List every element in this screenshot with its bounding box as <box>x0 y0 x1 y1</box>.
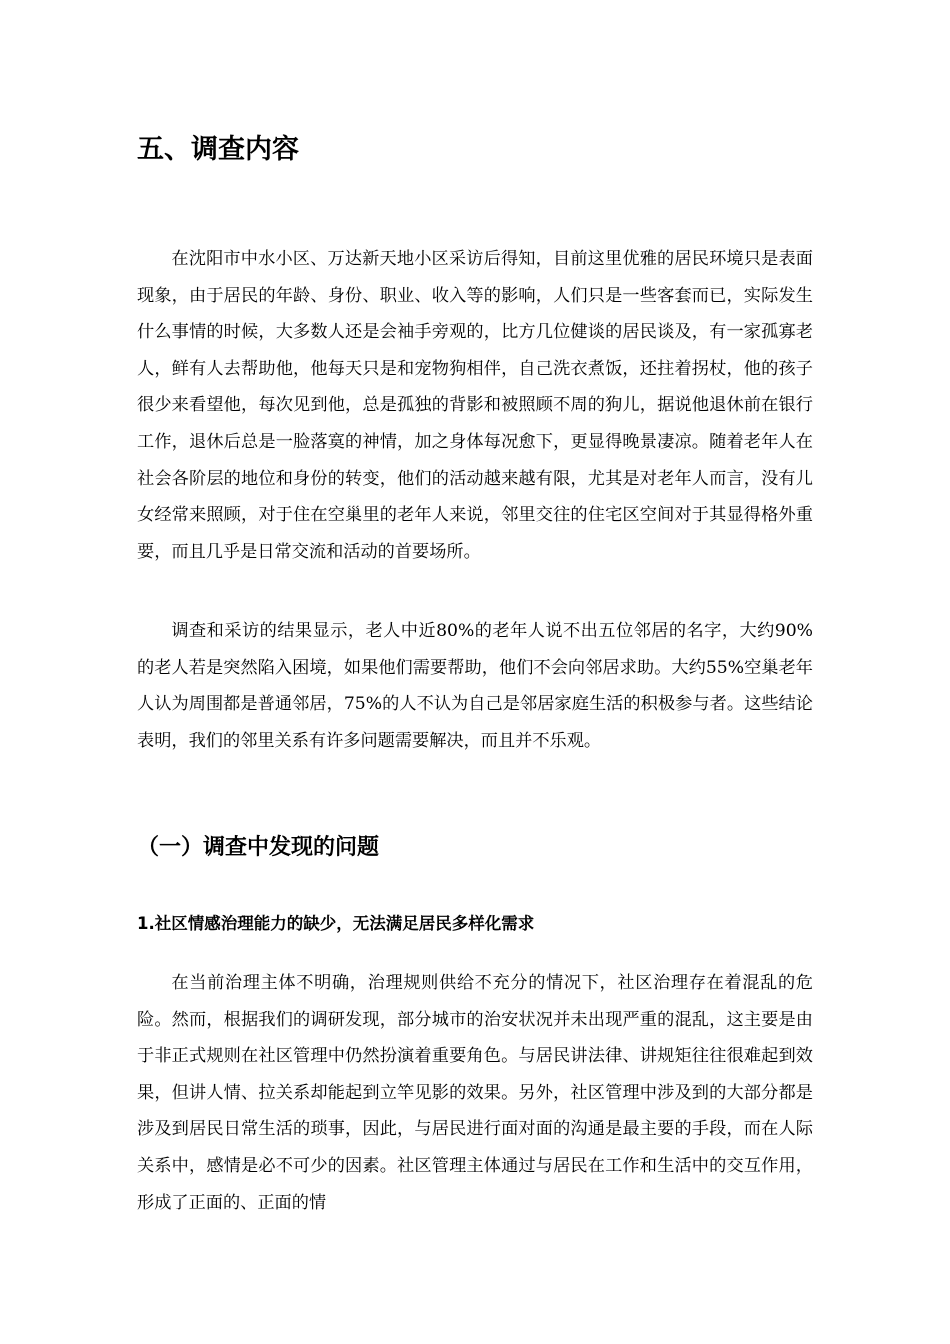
subsubsection-title: 1.社区情感治理能力的缺少，无法满足居民多样化需求 <box>137 914 535 933</box>
section-title: 五、调查内容 <box>137 134 299 165</box>
paragraph-survey-results: 调查和采访的结果显示，老人中近80%的老年人说不出五位邻居的名字，大约90%的老人若是突然陷入困境，如果他们需要帮助，他们不会向邻居求助。大约55%空巢老年人认为周围都是普通邻居，75%的人不认为自己是邻居家庭生活的积极参与者。这些结论表明，我们的邻里关系有许多问题需要解决，而且并不乐观。 <box>137 621 813 751</box>
paragraph-survey-interview: 在沈阳市中水小区、万达新天地小区采访后得知，目前这里优雅的居民环境只是表面现象，由于居民的年龄、身份、职业、收入等的影响，人们只是一些客套而已，实际发生什么事情的时候，大多数人还是会袖手旁观的，比方几位健谈的居民谈及，有一家孤寡老人，鲜有人去帮助他，他每天只是和宠物狗相伴，自己洗衣煮饭，还拄着拐杖，他的孩子很少来看望他，每次见到他，总是孤独的背影和被照顾不周的狗儿，据说他退休前在银行工作，退休后总是一脸落寞的神情，加之身体每况愈下，更显得晚景凄凉。随着老年人在社会各阶层的地位和身份的转变，他们的活动越来越有限，尤其是对老年人而言，没有儿女经常来照顾，对于住在空巢里的老年人来说，邻里交往的住宅区空间对于其显得格外重要，而且几乎是日常交流和活动的首要场所。 <box>137 249 813 562</box>
subsection-title: （一）调查中发现的问题 <box>137 835 380 860</box>
paragraph-governance: 在当前治理主体不明确，治理规则供给不充分的情况下，社区治理存在着混乱的危险。然而，根据我们的调研发现，部分城市的治安状况并未出现严重的混乱，这主要是由于非正式规则在社区管理中仍然扮演着重要角色。与居民讲法律、讲规矩往往很难起到效果，但讲人情、拉关系却能起到立竿见影的效果。另外，社区管理中涉及到的大部分都是涉及到居民日常生活的琐事，因此，与居民进行面对面的沟通是最主要的手段，而在人际关系中，感情是必不可少的因素。社区管理主体通过与居民在工作和生活中的交互作用，形成了正面的、正面的情 <box>137 973 813 1213</box>
